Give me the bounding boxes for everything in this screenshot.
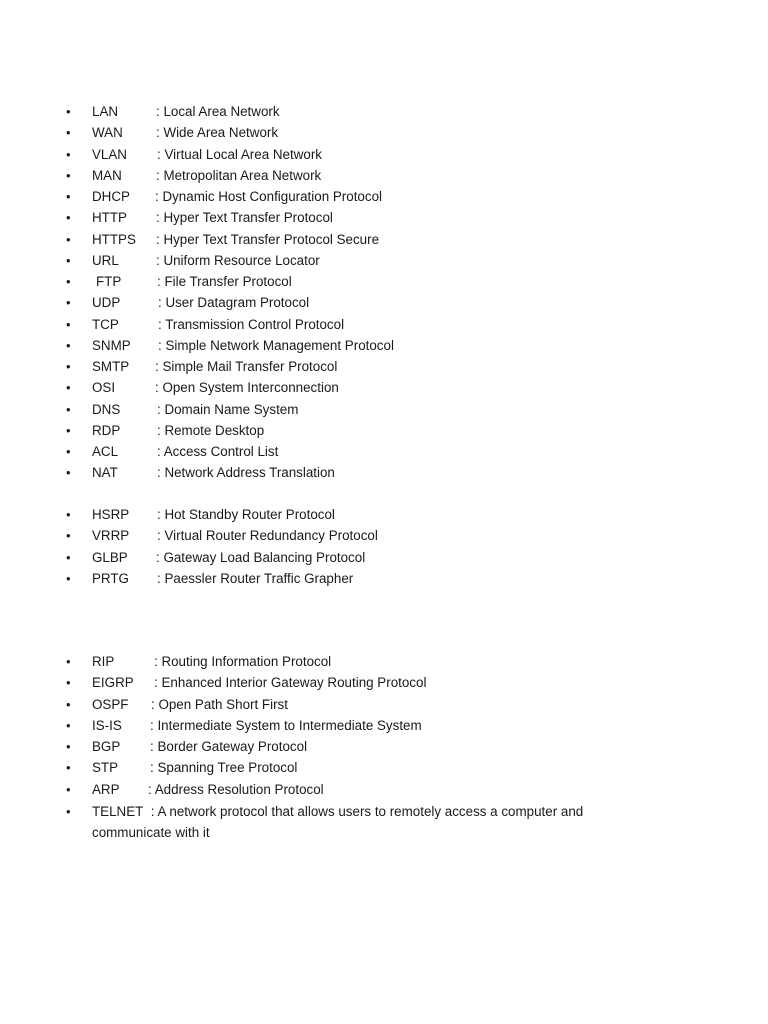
list-item bbox=[0, 293, 768, 314]
list-item bbox=[0, 357, 768, 378]
term-abbreviation: URL bbox=[92, 252, 119, 268]
term-abbreviation: DHCP bbox=[92, 189, 130, 204]
list-item bbox=[0, 780, 768, 801]
list-item bbox=[0, 463, 768, 484]
bullet-icon: • bbox=[66, 781, 71, 797]
term-definition: : Paessler Router Traffic Grapher bbox=[157, 570, 354, 586]
list-item bbox=[0, 673, 768, 694]
glossary-list-routing bbox=[0, 652, 768, 843]
term-definition: : Intermediate System to Intermediate System bbox=[150, 717, 422, 733]
list-item bbox=[0, 230, 768, 251]
bullet-icon: • bbox=[66, 295, 71, 311]
term-definition: : Wide Area Network bbox=[156, 125, 279, 141]
list-item bbox=[0, 737, 768, 758]
term-abbreviation: IS-IS bbox=[92, 717, 122, 733]
term-definition: : Open System Interconnection bbox=[155, 380, 339, 396]
term-definition: : Simple Network Management Protocol bbox=[158, 337, 394, 353]
bullet-icon: • bbox=[66, 507, 71, 522]
list-item bbox=[0, 569, 768, 590]
list-item bbox=[0, 548, 768, 569]
bullet-icon: • bbox=[66, 359, 71, 374]
list-item bbox=[0, 400, 768, 421]
term-definition: : Address Resolution Protocol bbox=[148, 781, 324, 797]
term-definition: : Network Address Translation bbox=[157, 465, 335, 481]
bullet-icon: • bbox=[66, 760, 71, 776]
term-abbreviation: RIP bbox=[92, 654, 115, 669]
term-definition: : Border Gateway Protocol bbox=[150, 739, 308, 754]
bullet-icon: • bbox=[66, 465, 71, 481]
term-abbreviation: HTTPS bbox=[92, 231, 136, 247]
term-abbreviation: NAT bbox=[92, 465, 118, 481]
term-definition: : Virtual Local Area Network bbox=[157, 146, 322, 162]
list-item bbox=[0, 505, 768, 526]
term-abbreviation: EIGRP bbox=[92, 675, 134, 691]
wrapped-entry bbox=[92, 801, 610, 843]
list-item bbox=[0, 336, 768, 357]
term-definition: : Transmission Control Protocol bbox=[158, 316, 345, 332]
term-abbreviation: FTP bbox=[96, 274, 122, 289]
bullet-icon: • bbox=[66, 316, 71, 332]
term-definition: : File Transfer Protocol bbox=[157, 274, 292, 289]
term-abbreviation: UDP bbox=[92, 295, 121, 311]
term-abbreviation: TELNET bbox=[92, 803, 144, 819]
term-definition: : Hot Standby Router Protocol bbox=[157, 507, 335, 522]
list-item bbox=[0, 801, 610, 843]
list-item bbox=[0, 315, 768, 336]
bullet-icon: • bbox=[66, 549, 71, 565]
term-abbreviation: DNS bbox=[92, 401, 121, 417]
term-abbreviation: BGP bbox=[92, 739, 121, 754]
term-definition: : Hyper Text Transfer Protocol bbox=[156, 210, 333, 226]
term-abbreviation: ARP bbox=[92, 781, 120, 797]
list-item bbox=[0, 758, 768, 779]
term-abbreviation: VLAN bbox=[92, 146, 127, 162]
list-item bbox=[0, 442, 768, 463]
term-abbreviation: WAN bbox=[92, 125, 123, 141]
bullet-icon: • bbox=[66, 696, 71, 712]
term-abbreviation: SNMP bbox=[92, 337, 131, 353]
glossary-list-redundancy bbox=[0, 505, 768, 590]
list-item bbox=[0, 378, 768, 399]
list-item bbox=[0, 421, 768, 442]
term-definition: : Access Control List bbox=[157, 444, 279, 459]
bullet-icon: • bbox=[66, 717, 71, 733]
term-definition: : Open Path Short First bbox=[151, 696, 288, 712]
term-definition: : Spanning Tree Protocol bbox=[150, 760, 298, 776]
term-definition: : User Datagram Protocol bbox=[158, 295, 310, 311]
list-item bbox=[0, 652, 768, 673]
term-abbreviation: MAN bbox=[92, 167, 122, 183]
term-abbreviation: RDP bbox=[92, 422, 121, 438]
term-definition: : Remote Desktop bbox=[157, 422, 265, 438]
list-item bbox=[0, 102, 768, 123]
bullet-icon: • bbox=[66, 739, 71, 754]
term-abbreviation: OSI bbox=[92, 380, 116, 396]
term-definition: : Hyper Text Transfer Protocol Secure bbox=[156, 231, 380, 247]
list-item bbox=[0, 695, 768, 716]
term-definition: : Simple Mail Transfer Protocol bbox=[155, 359, 338, 374]
bullet-icon: • bbox=[66, 675, 71, 691]
bullet-icon: • bbox=[66, 380, 71, 396]
term-abbreviation: PRTG bbox=[92, 570, 129, 586]
term-definition: : Uniform Resource Locator bbox=[156, 252, 320, 268]
bullet-icon: • bbox=[66, 146, 71, 162]
term-definition: : A network protocol that allows users to remotely access a computer and communicate with it bbox=[92, 803, 584, 840]
bullet-icon: • bbox=[66, 444, 71, 459]
bullet-icon: • bbox=[66, 167, 71, 183]
bullet-icon: • bbox=[66, 401, 71, 417]
list-item bbox=[0, 166, 768, 187]
term-abbreviation: SMTP bbox=[92, 359, 130, 374]
term-definition: : Dynamic Host Configuration Protocol bbox=[155, 189, 382, 204]
list-item bbox=[0, 145, 768, 166]
term-abbreviation: HTTP bbox=[92, 210, 127, 226]
term-abbreviation: ACL bbox=[92, 444, 119, 459]
list-item bbox=[0, 208, 768, 229]
term-abbreviation: OSPF bbox=[92, 696, 129, 712]
bullet-icon: • bbox=[66, 274, 71, 289]
bullet-icon: • bbox=[66, 654, 71, 669]
bullet-icon: • bbox=[66, 570, 71, 586]
bullet-icon: • bbox=[66, 125, 71, 141]
list-item bbox=[0, 123, 768, 144]
glossary-list-general bbox=[0, 102, 768, 485]
term-definition: : Domain Name System bbox=[157, 401, 299, 417]
list-item bbox=[0, 251, 768, 272]
term-definition: : Routing Information Protocol bbox=[154, 654, 332, 669]
term-abbreviation: VRRP bbox=[92, 528, 130, 544]
term-abbreviation: HSRP bbox=[92, 507, 130, 522]
term-definition: : Virtual Router Redundancy Protocol bbox=[157, 528, 378, 544]
term-abbreviation: LAN bbox=[92, 104, 119, 119]
term-abbreviation: TCP bbox=[92, 316, 119, 332]
bullet-icon: • bbox=[66, 104, 71, 119]
bullet-icon: • bbox=[66, 252, 71, 268]
term-definition: : Local Area Network bbox=[156, 104, 280, 119]
list-item bbox=[0, 272, 768, 293]
bullet-icon: • bbox=[66, 231, 71, 247]
term-definition: : Metropolitan Area Network bbox=[156, 167, 322, 183]
bullet-icon: • bbox=[66, 210, 71, 226]
bullet-icon: • bbox=[66, 422, 71, 438]
list-item bbox=[0, 526, 768, 547]
term-definition: : Gateway Load Balancing Protocol bbox=[156, 549, 366, 565]
list-item bbox=[0, 187, 768, 208]
bullet-icon: • bbox=[66, 337, 71, 353]
bullet-icon: • bbox=[66, 803, 71, 819]
term-definition: : Enhanced Interior Gateway Routing Protocol bbox=[154, 675, 427, 691]
list-item bbox=[0, 716, 768, 737]
term-abbreviation: GLBP bbox=[92, 549, 128, 565]
bullet-icon: • bbox=[66, 189, 71, 204]
term-abbreviation: STP bbox=[92, 760, 119, 776]
bullet-icon: • bbox=[66, 528, 71, 544]
